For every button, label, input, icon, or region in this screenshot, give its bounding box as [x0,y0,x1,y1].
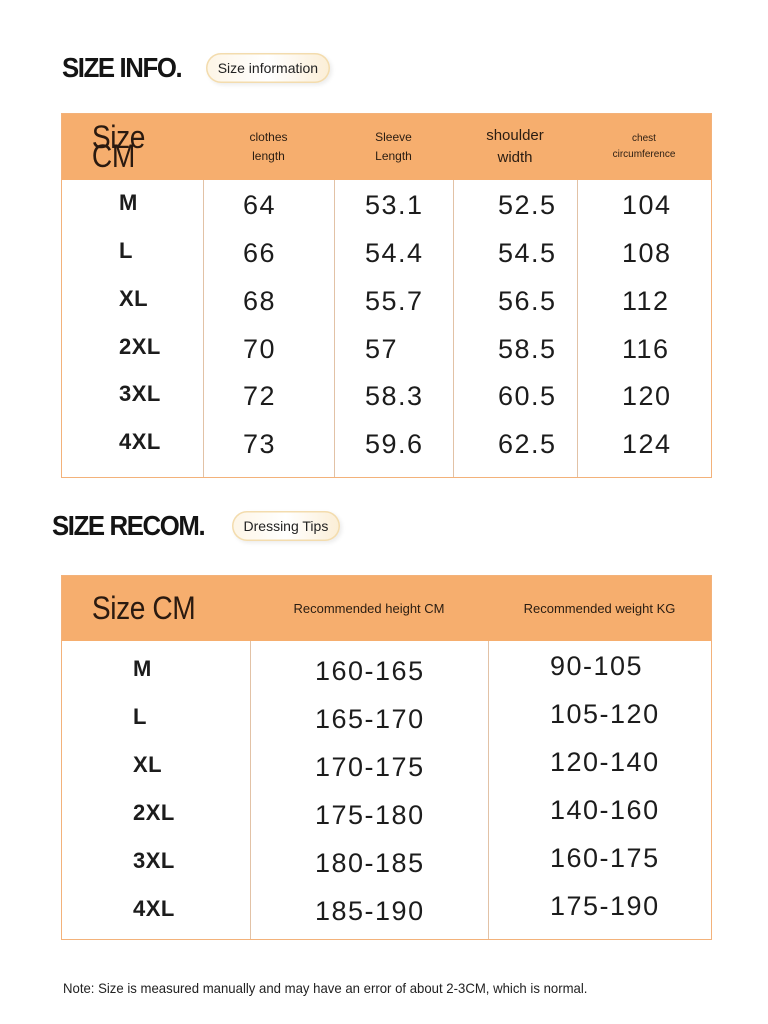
size-recom-heading [52,510,340,542]
table-cell: 58.5 [498,334,557,364]
size-label: 3XL [133,848,175,873]
size-recom-title: SIZE RECOM. [52,510,205,541]
table-cell: 185-190 [315,896,425,926]
size-label: 4XL [133,896,175,921]
table-cell: 120 [622,381,672,411]
table-cell: 140-160 [550,795,660,825]
table-cell: 66 [243,238,277,268]
size-recom-table [61,575,712,940]
size-info-badge: Size information [206,53,330,83]
size-recom-table-header [62,576,711,641]
table-cell: 68 [243,286,277,316]
table-cell: 52.5 [498,190,557,220]
size-label: L [133,704,147,729]
table-cell: 104 [622,190,672,220]
size-label: M [133,656,152,681]
size-info-column-4 [577,180,711,477]
table-cell: 73 [243,429,277,459]
table-cell: 62.5 [498,429,557,459]
table-cell: 120-140 [550,747,660,777]
table-cell: 108 [622,238,672,268]
size-info-title: SIZE INFO. [62,52,182,83]
size-label: 2XL [119,334,161,359]
table-cell: 57 [365,334,399,364]
table-cell: 160-165 [315,656,425,686]
size-info-table-body [62,180,711,477]
size-recom-column-1 [250,641,488,939]
table-cell: 175-180 [315,800,425,830]
table-cell: 160-175 [550,843,660,873]
size-recom-badge: Dressing Tips [232,511,341,541]
size-info-header-size: Size CM [91,119,145,174]
table-cell: 175-190 [550,891,660,921]
table-cell: 112 [622,286,670,316]
table-cell: 54.4 [365,238,424,268]
size-info-table-header [62,114,711,180]
table-cell: 54.5 [498,238,557,268]
size-info-column-2 [334,180,453,477]
table-cell: 56.5 [498,286,557,316]
size-label: XL [133,752,163,777]
size-info-header-shoulder: shoulder width [486,127,544,166]
size-recom-column-0 [62,641,250,939]
size-label: L [119,238,133,263]
size-info-header-chest: chest circumference [612,133,676,160]
table-cell: 64 [243,190,277,220]
size-recom-header-size: Size CM [91,590,196,626]
table-cell: 170-175 [315,752,425,782]
table-cell: 53.1 [365,190,424,220]
size-recom-header-weight: Recommended weight KG [523,601,676,616]
table-cell: 165-170 [315,704,425,734]
table-cell: 180-185 [315,848,425,878]
size-recom-table-body [62,641,711,939]
table-cell: 72 [243,381,277,411]
table-cell: 59.6 [365,429,424,459]
size-recom-column-2 [488,641,711,939]
table-cell: 124 [622,429,672,459]
table-cell: 58.3 [365,381,424,411]
size-info-column-1 [203,180,334,477]
size-label: XL [119,286,149,311]
size-info-heading [62,52,330,84]
table-cell: 90-105 [550,651,644,681]
table-cell: 116 [622,334,670,364]
size-recom-header-height: Recommended height CM [293,601,445,616]
size-label: 3XL [119,381,161,406]
size-info-header-sleeve: Sleeve Length [375,130,412,163]
size-info-header-length: clothes length [249,130,288,163]
size-label: 2XL [133,800,175,825]
size-info-table [61,113,712,478]
size-info-column-3 [453,180,577,477]
measurement-note: Note: Size is measured manually and may have an error of about 2-3CM, which is normal. [63,980,588,996]
table-cell: 60.5 [498,381,557,411]
size-label: M [119,190,138,215]
table-cell: 55.7 [365,286,424,316]
size-label: 4XL [119,429,161,454]
table-cell: 105-120 [550,699,660,729]
table-cell: 70 [243,334,277,364]
size-info-column-0 [62,180,203,477]
